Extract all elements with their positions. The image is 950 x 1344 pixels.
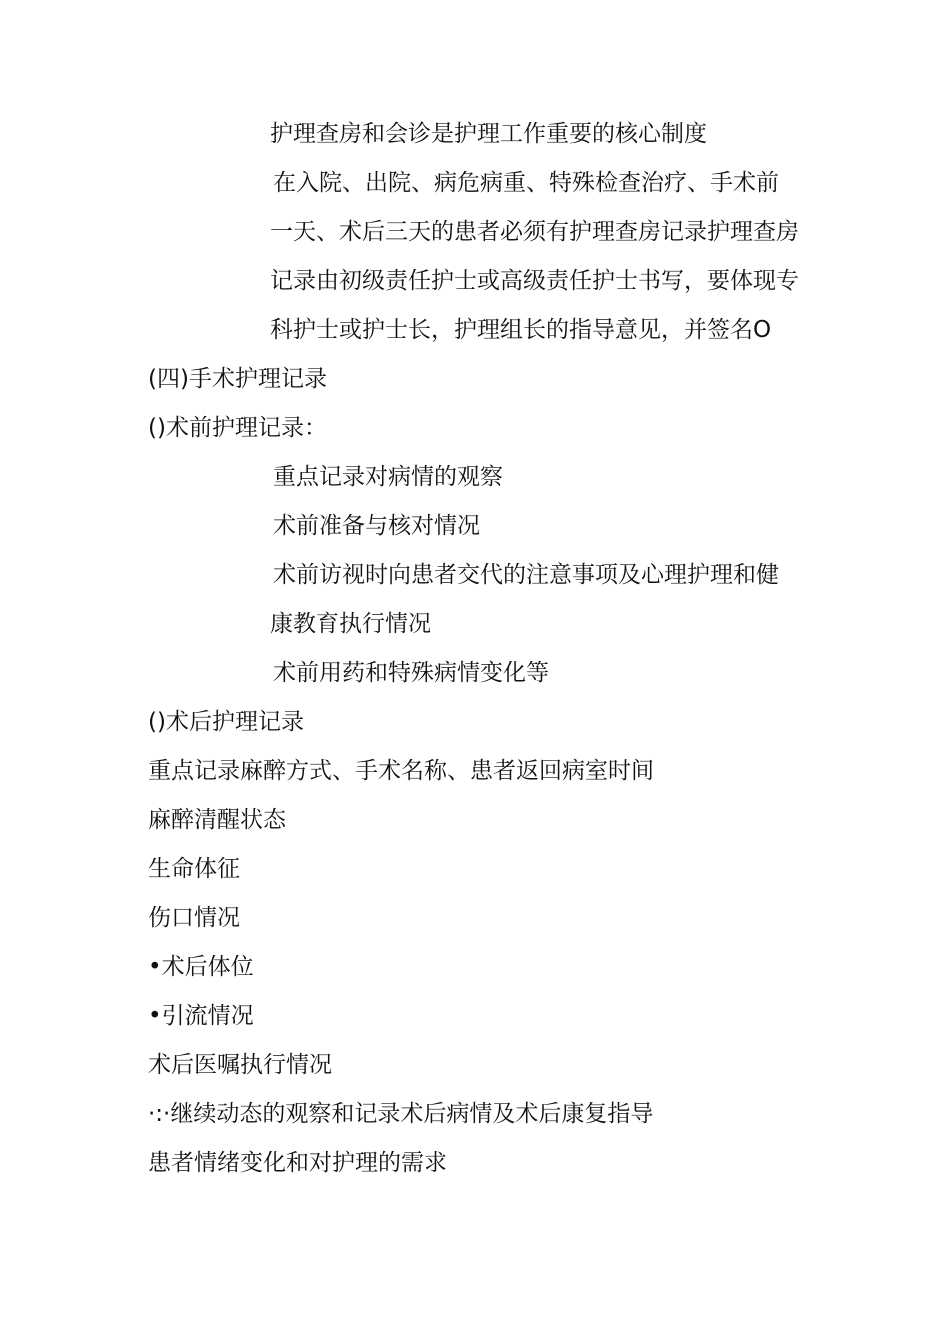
section-heading: (四)手术护理记录 — [148, 366, 327, 392]
list-item: 术前访视时向患者交代的注意事项及心理护理和健 — [273, 562, 779, 588]
paragraph-line: 记录由初级责任护士或高级责任护士书写，要体现专 — [270, 268, 799, 294]
subsection-heading: ()术前护理记录： — [148, 415, 327, 441]
list-item: •术后体位 — [148, 954, 254, 980]
list-item: 麻醉清醒状态 — [148, 807, 286, 833]
list-item: 术前用药和特殊病情变化等 — [273, 660, 549, 686]
list-item: 重点记录麻醉方式、手术名称、患者返回病室时间 — [148, 758, 654, 784]
list-item: •引流情况 — [148, 1003, 254, 1029]
list-item: 术后医嘱执行情况 — [148, 1052, 332, 1078]
list-item: 生命体征 — [148, 856, 240, 882]
paragraph-line: 科护士或护士长，护理组长的指导意见，并签名O — [270, 317, 772, 343]
list-item: 术前准备与核对情况 — [273, 513, 480, 539]
paragraph-line: 在入院、出院、病危病重、特殊检查治疗、手术前 — [273, 170, 779, 196]
paragraph-line: 一天、术后三天的患者必须有护理查房记录护理查房 — [270, 219, 799, 245]
list-item: 伤口情况 — [148, 905, 240, 931]
paragraph-line: 护理查房和会诊是护理工作重要的核心制度 — [270, 121, 707, 147]
list-item: ·:·继续动态的观察和记录术后病情及术后康复指导 — [148, 1101, 654, 1127]
list-item: 患者情绪变化和对护理的需求 — [148, 1150, 447, 1176]
subsection-heading: ()术后护理记录 — [148, 709, 304, 735]
list-item: 重点记录对病情的观察 — [273, 464, 503, 490]
list-item: 康教育执行情况 — [270, 611, 431, 637]
